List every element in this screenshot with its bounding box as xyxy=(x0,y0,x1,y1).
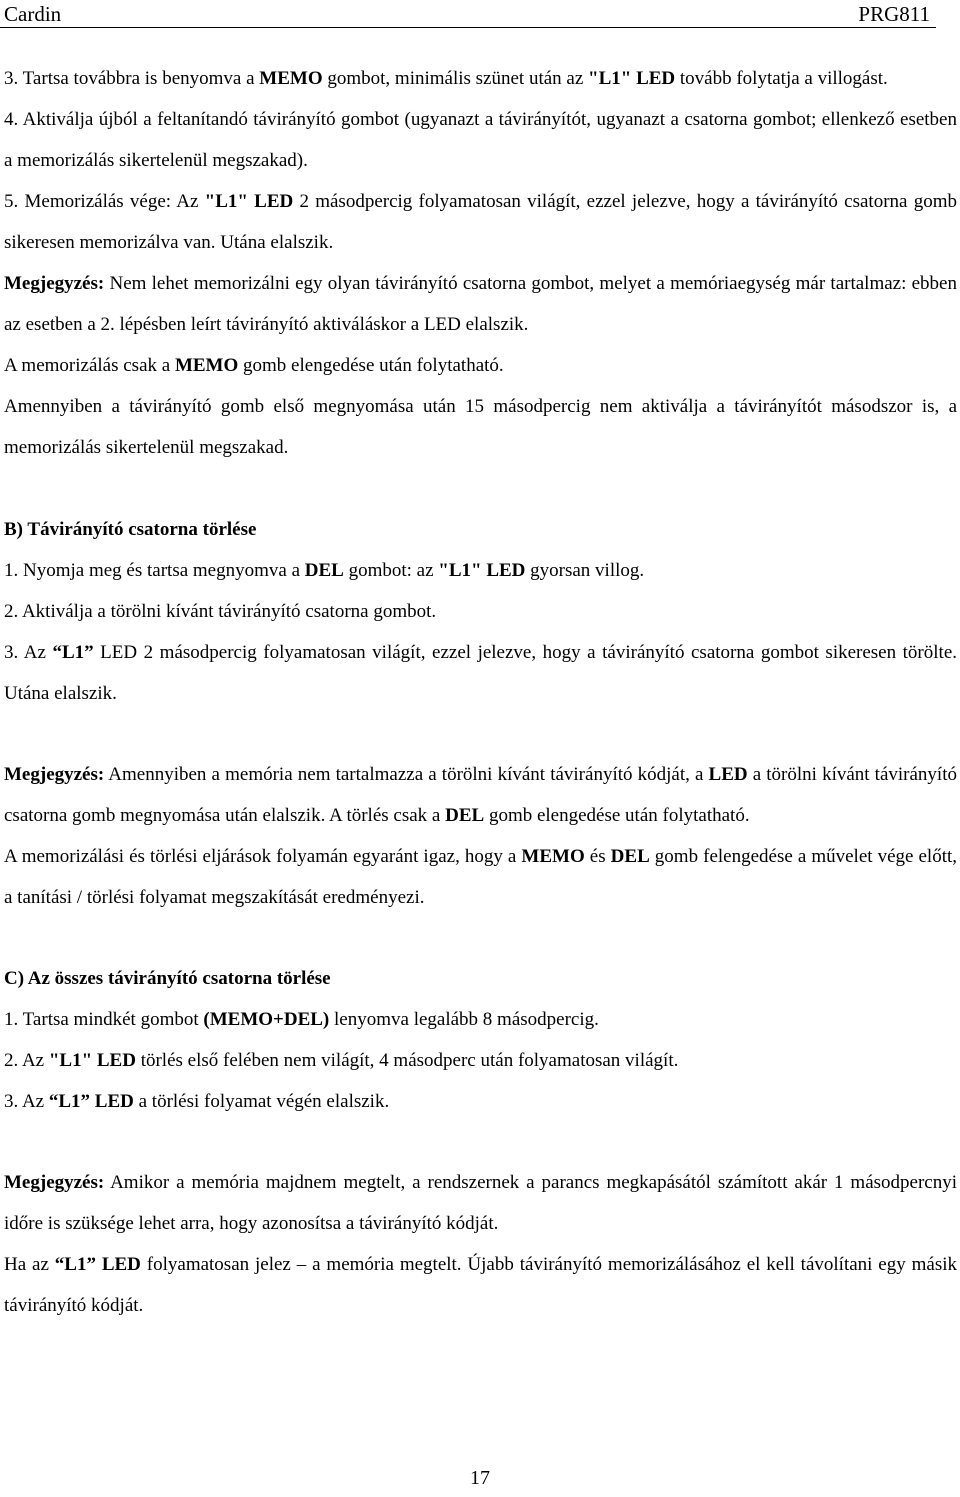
bold-run: DEL xyxy=(610,846,650,867)
section-heading xyxy=(4,958,957,999)
text-run: a törlési folyamat végén elalszik. xyxy=(133,1091,390,1112)
paragraph xyxy=(4,591,957,632)
text-run: 3. Tartsa továbbra is benyomva a xyxy=(4,68,260,89)
spacer xyxy=(4,1122,957,1162)
paragraph xyxy=(4,632,957,714)
text-run: és xyxy=(584,846,611,867)
spacer xyxy=(4,714,957,754)
text-run: A memorizálási és törlési eljárások folyamán egyaránt igaz, hogy a xyxy=(4,846,522,867)
bold-run: Megjegyzés: xyxy=(4,273,105,294)
paragraph xyxy=(4,386,957,468)
text-run: 2 másodpercig folyamatosan világít, ezzel jelezve, hogy a távirányító csatorna gomb sikeresen memorizálva van. Utána elalszik. xyxy=(4,191,957,253)
text-run: folyamatosan jelez – a memória megtelt. Újabb távirányító memorizálásához el kell távolítani egy másik távirányító kódját. xyxy=(4,1254,957,1316)
bold-run: C) Az összes távirányító csatorna törlése xyxy=(4,968,331,989)
paragraph xyxy=(4,1244,957,1326)
paragraph xyxy=(4,1040,957,1081)
bold-run: "L1" LED xyxy=(204,191,294,212)
text-run: 2. Aktiválja a törölni kívánt távirányító csatorna gombot. xyxy=(4,601,437,622)
paragraph xyxy=(4,58,957,99)
text-run: Nem lehet memorizálni egy olyan távirányító csatorna gombot, melyet a memóriaegység már tartalmaz: ebben az esetben a 2. lépésben leírt távirányító aktiváláskor a LED elalszik. xyxy=(4,273,957,335)
bold-run: MEMO xyxy=(521,846,585,867)
bold-run: “L1” xyxy=(52,642,94,663)
text-run: 3. Az xyxy=(4,1091,49,1112)
bold-run: LED xyxy=(708,764,748,785)
paragraph xyxy=(4,836,957,918)
section-heading xyxy=(4,509,957,550)
text-run: 1. Nyomja meg és tartsa megnyomva a xyxy=(4,560,305,581)
text-run: törlés első felében nem világít, 4 másodperc után folyamatosan világít. xyxy=(135,1050,679,1071)
header-left: Cardin xyxy=(4,2,62,26)
text-run: 2. Az xyxy=(4,1050,49,1071)
text-run: gomb elengedése után folytatható. xyxy=(238,355,504,376)
text-run: LED 2 másodpercig folyamatosan világít, ezzel jelezve, hogy a távirányító csatorna gombot sikeresen törölte. Utána elalszik. xyxy=(4,642,958,704)
paragraph xyxy=(4,99,957,181)
text-run: a törölni kívánt távirányító csatorna gomb megnyomása után elalszik. A törlés csak a xyxy=(4,764,957,826)
page-number: 17 xyxy=(470,1467,490,1489)
bold-run: Megjegyzés: xyxy=(4,764,105,785)
paragraph xyxy=(4,181,957,263)
bold-run: Megjegyzés: xyxy=(4,1172,105,1193)
paragraph xyxy=(4,550,957,591)
paragraph xyxy=(4,263,957,345)
text-run: gomb elengedése után folytatható. xyxy=(484,805,750,826)
paragraph xyxy=(4,754,957,836)
text-run: gombot, minimális szünet után az xyxy=(322,68,589,89)
bold-run: “L1” LED xyxy=(48,1091,134,1112)
text-run: A memorizálás csak a xyxy=(4,355,175,376)
text-run: 5. Memorizálás vége: Az xyxy=(4,191,205,212)
bold-run: "L1" LED xyxy=(588,68,676,89)
bold-run: "L1" LED xyxy=(48,1050,136,1071)
bold-run: MEMO xyxy=(174,355,239,376)
text-run: gyorsan villog. xyxy=(525,560,645,581)
text-run: Amennyiben a távirányító gomb első megnyomása után 15 másodpercig nem aktiválja a távirányítót másodszor is, a memorizálás sikertelenül megszakad. xyxy=(4,396,957,458)
text-run: 4. Aktiválja újból a feltanítandó távirányító gombot (ugyanazt a távirányítót, ugyanazt a csatorna gombot; ellenkező esetben a memorizálás sikertelenül megszakad). xyxy=(4,109,957,171)
header-rule xyxy=(0,27,936,28)
bold-run: DEL xyxy=(304,560,344,581)
text-run: gombot: az xyxy=(343,560,439,581)
bold-run: B) Távirányító csatorna törlése xyxy=(4,519,257,540)
page-body xyxy=(4,58,957,1326)
bold-run: DEL xyxy=(445,805,485,826)
spacer xyxy=(4,918,957,958)
text-run: tovább folytatja a villogást. xyxy=(675,68,888,89)
text-run: Ha az xyxy=(4,1254,55,1275)
paragraph xyxy=(4,999,957,1040)
paragraph xyxy=(4,1081,957,1122)
page-header xyxy=(0,0,960,28)
bold-run: "L1" LED xyxy=(438,560,526,581)
text-run: Amennyiben a memória nem tartalmazza a törölni kívánt távirányító kódját, a xyxy=(104,764,709,785)
text-run: gomb felengedése a művelet vége előtt, a tanítási / törlési folyamat megszakítását eredményezi. xyxy=(4,846,958,908)
text-run: 3. Az xyxy=(4,642,53,663)
bold-run: “L1” LED xyxy=(54,1254,141,1275)
header-right: PRG811 xyxy=(858,2,930,26)
spacer xyxy=(4,468,957,509)
paragraph xyxy=(4,1162,957,1244)
text-run: lenyomva legalább 8 másodpercig. xyxy=(329,1009,599,1030)
paragraph xyxy=(4,345,957,386)
text-run: 1. Tartsa mindkét gombot xyxy=(4,1009,204,1030)
bold-run: (MEMO+DEL) xyxy=(203,1009,330,1030)
text-run: Amikor a memória majdnem megtelt, a rendszernek a parancs megkapásától számított akár 1 másodpercnyi időre is szüksége lehet arra, hogy azonosítsa a távirányító kódját. xyxy=(4,1172,957,1234)
bold-run: MEMO xyxy=(259,68,323,89)
